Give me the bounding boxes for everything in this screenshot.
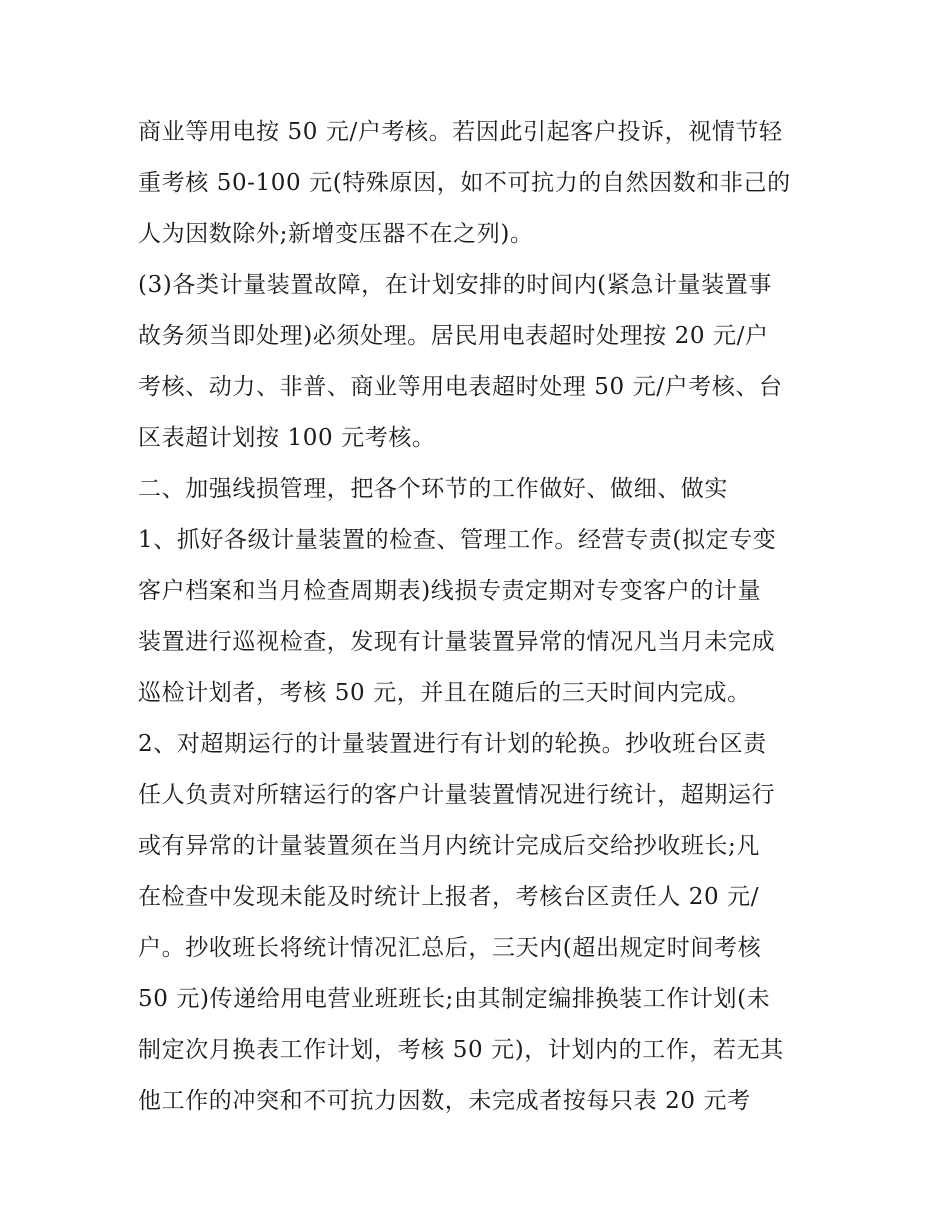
text-line: 人为因数除外;新增变压器不在之列)。 <box>138 221 534 247</box>
text-line: 他工作的冲突和不可抗力因数，未完成者按每只表 20 元考 <box>138 1088 751 1114</box>
document-body <box>138 107 818 1127</box>
text-line: 或有异常的计量装置须在当月内统计完成后交给抄收班长;凡 <box>138 833 760 859</box>
text-line: 商业等用电按 50 元/户考核。若因此引起客户投诉，视情节轻 <box>138 119 783 145</box>
text-line: 在检查中发现未能及时统计上报者，考核台区责任人 20 元/ <box>138 884 760 910</box>
text-line: 制定次月换表工作计划，考核 50 元)，计划内的工作，若无其 <box>138 1037 784 1063</box>
text-line: 重考核 50-100 元(特殊原因，如不可抗力的自然因数和非己的 <box>138 170 791 196</box>
text-line: 区表超计划按 100 元考核。 <box>138 425 436 451</box>
text-line: 装置进行巡视检查，发现有计量装置异常的情况凡当月未完成 <box>138 629 776 655</box>
text-line: 户。抄收班长将统计情况汇总后，三天内(超出规定时间考核 <box>138 935 762 961</box>
text-line: 故务须当即处理)必须处理。居民用电表超时处理按 20 元/户 <box>138 323 769 349</box>
text-line: 任人负责对所辖运行的客户计量装置情况进行统计，超期运行 <box>138 782 776 808</box>
text-line: 巡检计划者，考核 50 元，并且在随后的三天时间内完成。 <box>138 680 751 706</box>
text-line: 2、对超期运行的计量装置进行有计划的轮换。抄收班台区责 <box>138 731 767 757</box>
text-line: (3)各类计量装置故障，在计划安排的时间内(紧急计量装置事 <box>138 272 772 298</box>
text-line: 50 元)传递给用电营业班班长;由其制定编排换装工作计划(未 <box>138 986 771 1012</box>
text-line: 1、抓好各级计量装置的检查、管理工作。经营专责(拟定专变 <box>138 527 777 553</box>
text-line: 考核、动力、非普、商业等用电表超时处理 50 元/户考核、台 <box>138 374 783 400</box>
text-line: 客户档案和当月检查周期表)线损专责定期对专变客户的计量 <box>138 578 762 604</box>
section-heading: 二、加强线损管理，把各个环节的工作做好、做细、做实 <box>138 476 728 502</box>
